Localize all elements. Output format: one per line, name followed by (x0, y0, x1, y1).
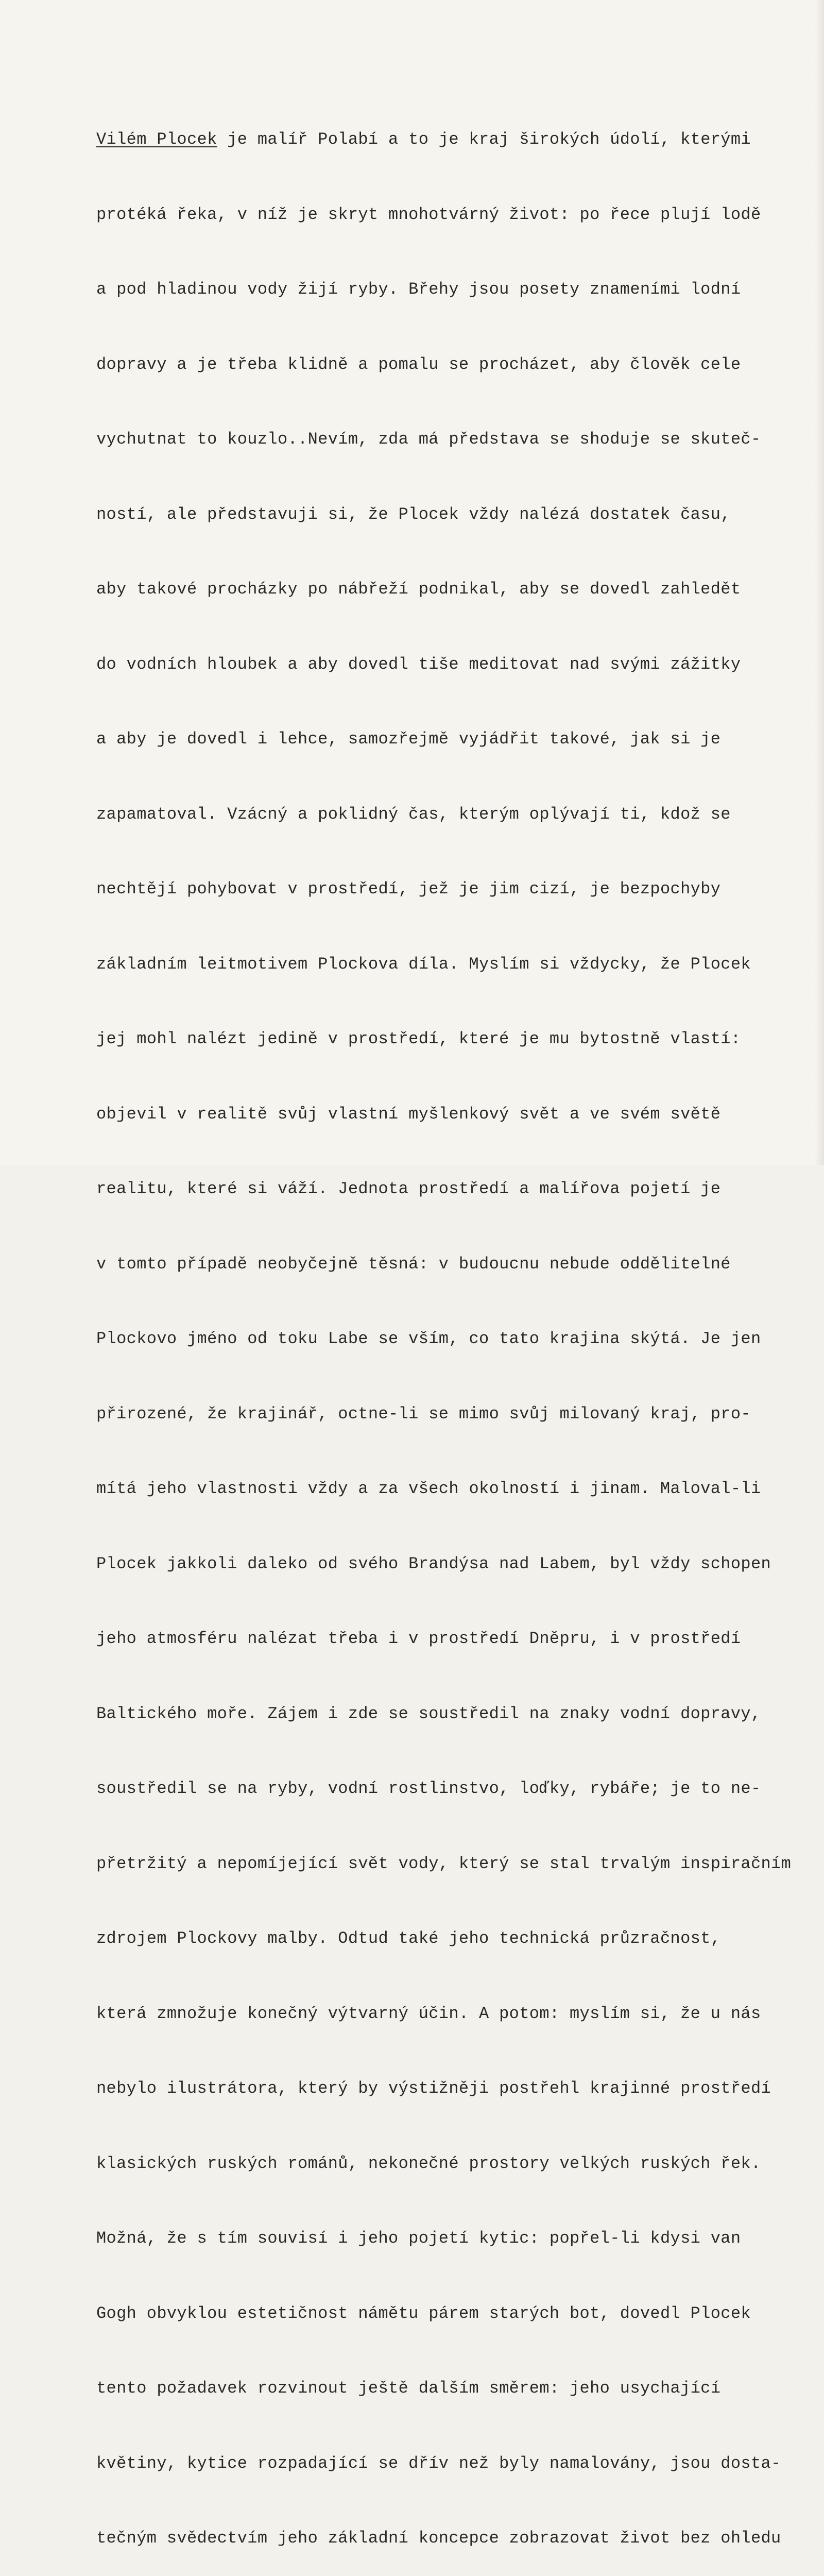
text-line: nechtějí pohybovat v prostředí, jež je jim cizí, je bezpochyby (96, 879, 721, 899)
text-line: tečným svědectvím jeho základní koncepce zobrazovat život bez ohledu (96, 2529, 781, 2548)
text-line: a aby je dovedl i lehce, samozřejmě vyjádřit takové, jak si je (96, 730, 721, 749)
text-line: aby takové procházky po nábřeží podnikal, aby se dovedl zahledět (96, 580, 741, 599)
text-line: zdrojem Plockovy malby. Odtud také jeho technická průzračnost, (96, 1929, 721, 1948)
text-line: a pod hladinou vody žijí ryby. Břehy jsou posety znameními lodní (96, 280, 741, 299)
text-line: jej mohl nalézt jedině v prostředí, které je mu bytostně vlastí: (96, 1029, 741, 1048)
text-line: jeho atmosféru nalézat třeba i v prostředí Dněpru, i v prostředí (96, 1629, 741, 1648)
text-line: dopravy a je třeba klidně a pomalu se procházet, aby člověk cele (96, 354, 741, 374)
text-line: základním leitmotivem Plockova díla. Myslím si vždycky, že Plocek (96, 954, 751, 974)
author-name: Vilém Plocek (96, 130, 217, 149)
text-line: Možná, že s tím souvisí i jeho pojetí kytic: popřel-li kdysi van (96, 2229, 741, 2248)
text-line: tento požadavek rozvinout ještě dalším směrem: jeho usychající (96, 2379, 721, 2398)
text-line: soustředil se na ryby, vodní rostlinstvo, loďky, rybáře; je to ne- (96, 1779, 761, 1798)
text-line: realitu, které si váží. Jednota prostředí a malířova pojetí je (96, 1179, 721, 1198)
paper-edge-shadow (815, 0, 824, 1165)
text-line: přirozené, že krajinář, octne-li se mimo svůj milovaný kraj, pro- (96, 1404, 751, 1423)
text-line: vychutnat to kouzlo..Nevím, zda má představa se shoduje se skuteč- (96, 430, 761, 449)
text-line: květiny, kytice rozpadající se dřív než byly namalovány, jsou dosta- (96, 2453, 781, 2473)
text-line: do vodních hloubek a aby dovedl tiše meditovat nad svými zážitky (96, 654, 741, 674)
text-line: nebylo ilustrátora, který by výstižněji postřehl krajinné prostředí (96, 2079, 771, 2098)
text-line: mítá jeho vlastnosti vždy a za všech okolností i jinam. Maloval-li (96, 1479, 761, 1498)
text-line: klasických ruských románů, nekonečné prostory velkých ruských řek. (96, 2154, 761, 2173)
typed-paragraph (96, 77, 807, 2576)
text-line: přetržitý a nepomíjející svět vody, který se stal trvalým inspiračním (96, 1854, 792, 1873)
text-line: ností, ale představuji si, že Plocek vždy nalézá dostatek času, (96, 504, 731, 524)
text-line-1 (96, 127, 807, 152)
text-line: Plocek jakkoli daleko od svého Brandýsa nad Labem, byl vždy schopen (96, 1554, 771, 1573)
text-line: objevil v realitě svůj vlastní myšlenkový svět a ve svém světě (96, 1104, 721, 1124)
text-line: Gogh obvyklou estetičnost námětu párem starých bot, dovedl Plocek (96, 2303, 751, 2323)
text-line: která zmnožuje konečný výtvarný účin. A potom: myslím si, že u nás (96, 2004, 761, 2023)
first-line-rest: je malíř Polabí a to je kraj širokých údolí, kterými (217, 130, 751, 149)
text-line: v tomto případě neobyčejně těsná: v budoucnu nebude oddělitelné (96, 1254, 731, 1274)
text-line: zapamatoval. Vzácný a poklidný čas, kterým oplývají ti, kdož se (96, 804, 731, 824)
text-line: protéká řeka, v níž je skryt mnohotvárný život: po řece plují lodě (96, 205, 761, 224)
text-line: Plockovo jméno od toku Labe se vším, co tato krajina skýtá. Je jen (96, 1329, 761, 1348)
text-line: Baltického moře. Zájem i zde se soustředil na znaky vodní dopravy, (96, 1704, 761, 1723)
